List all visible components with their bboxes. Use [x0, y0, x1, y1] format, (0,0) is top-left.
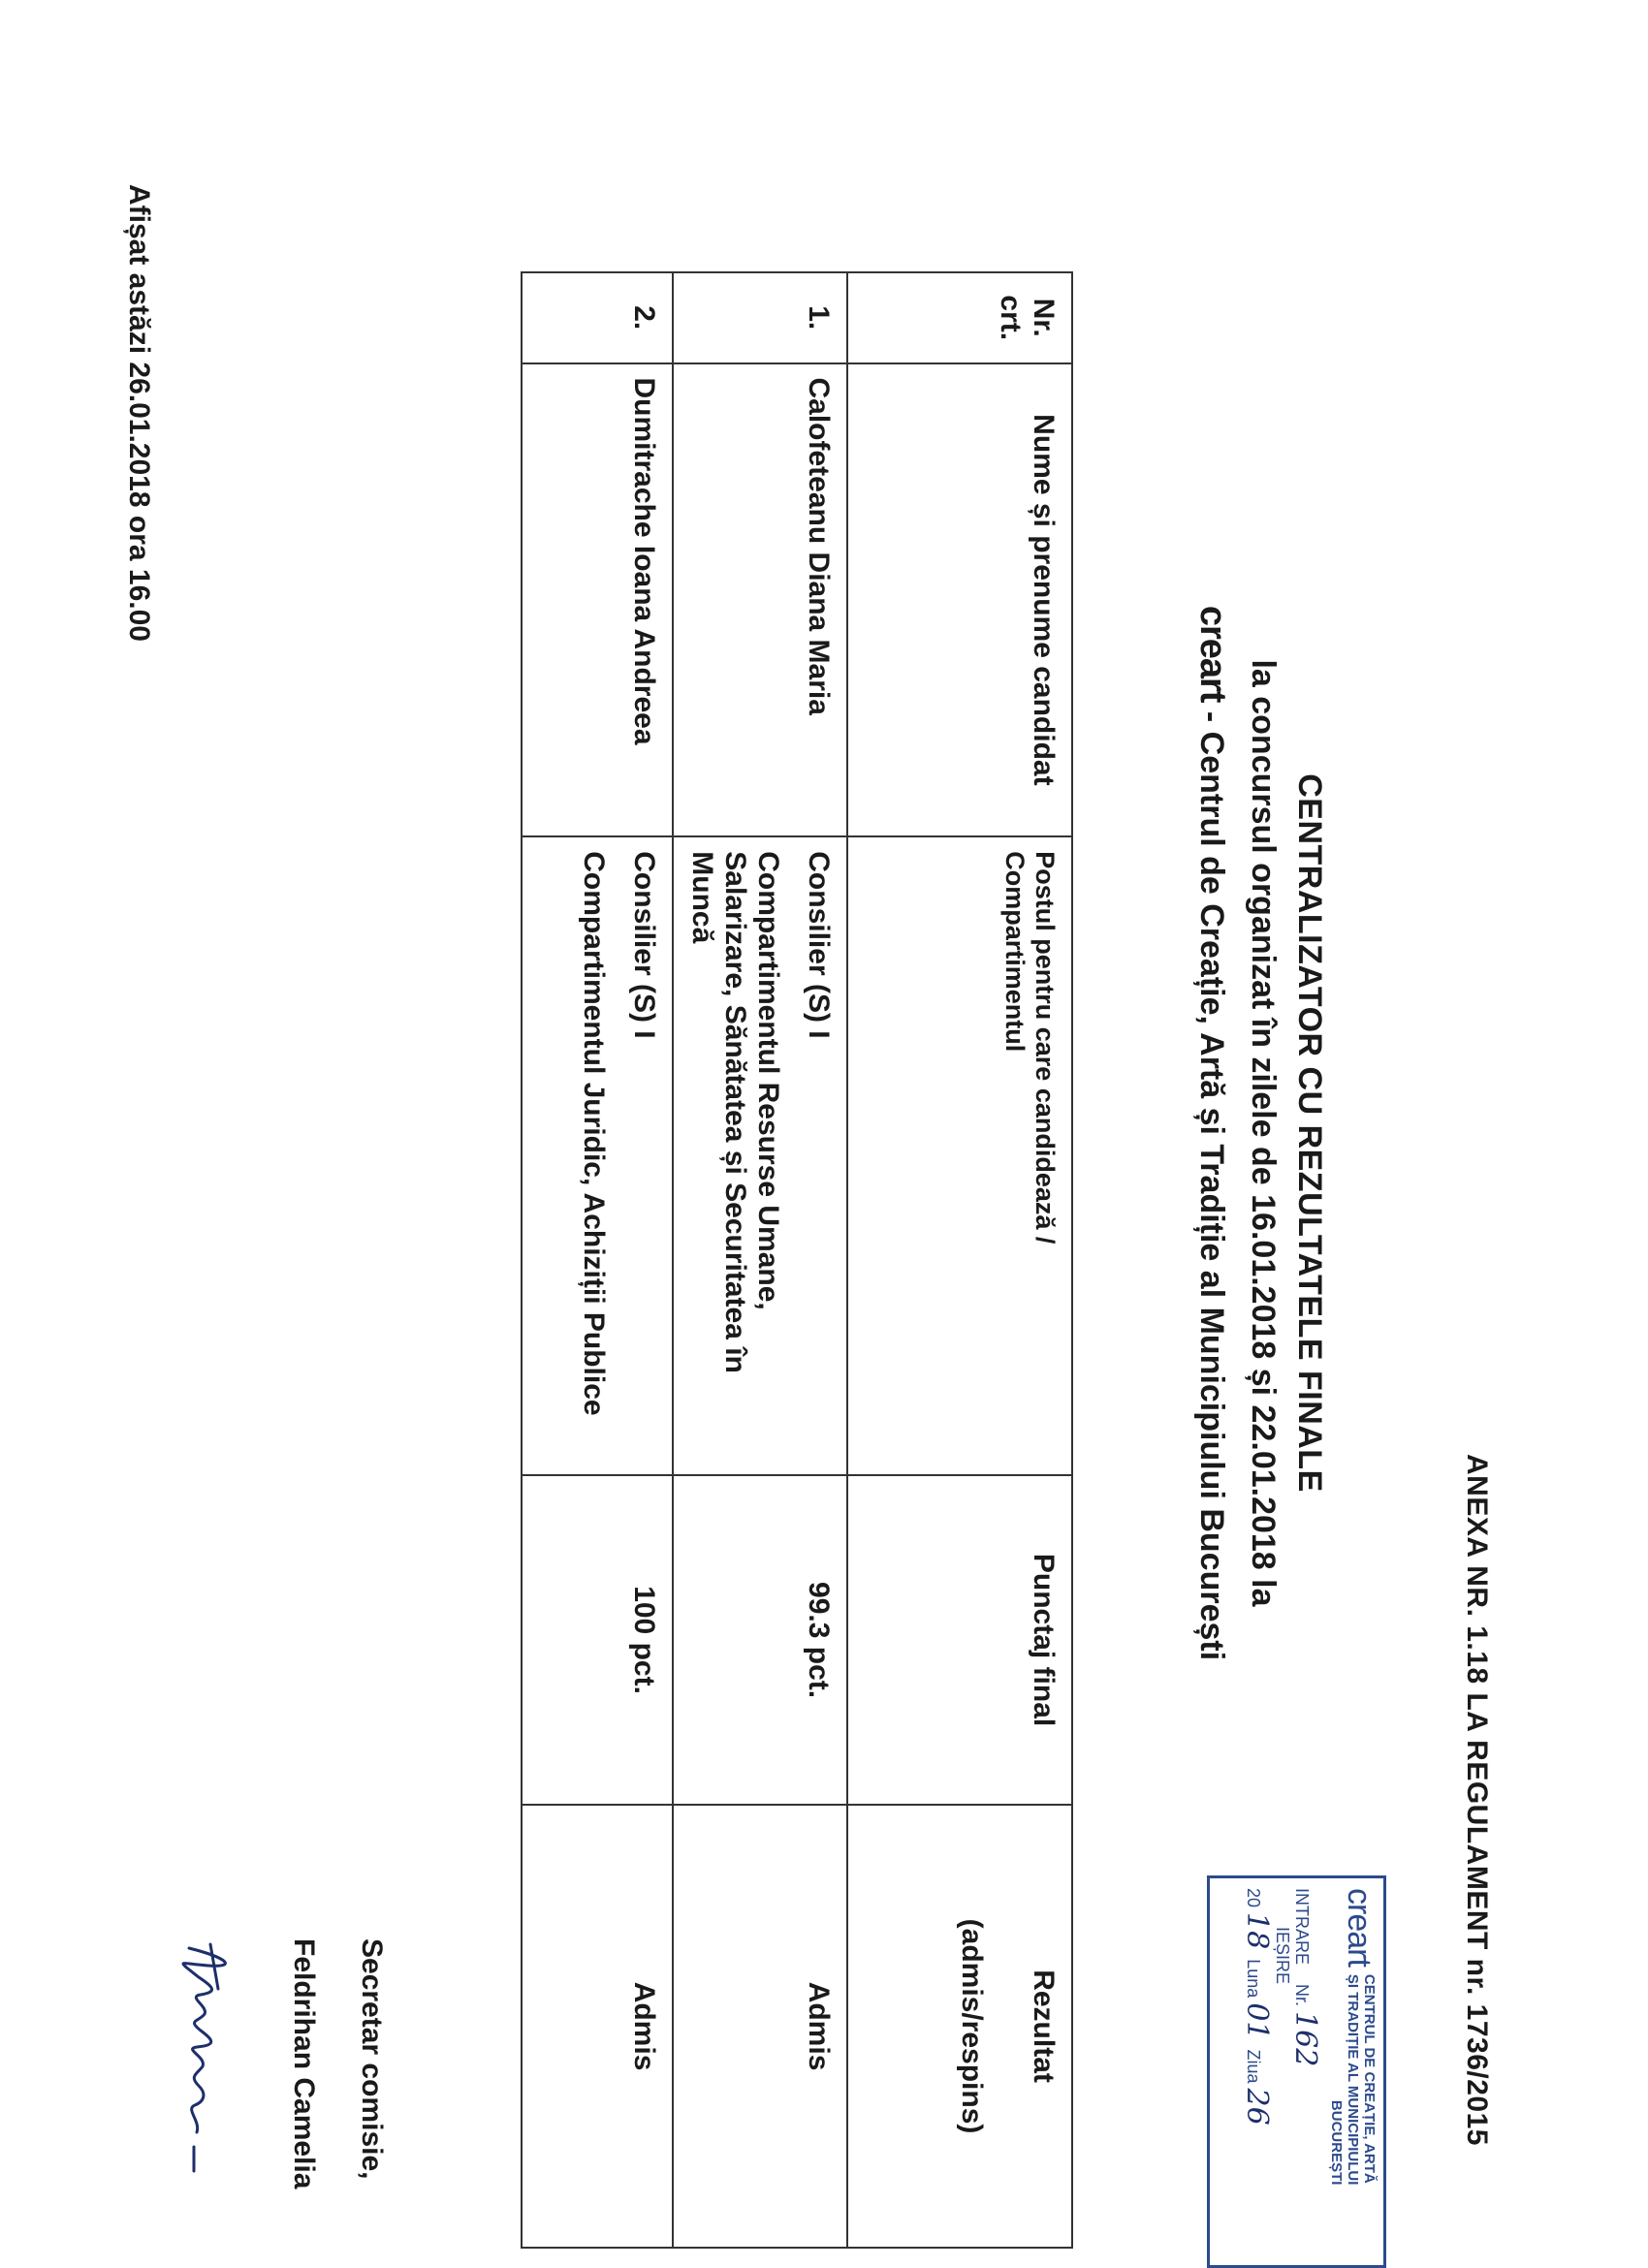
row-candidate-name: Calofeteanu Diana Maria: [673, 363, 847, 837]
stamp-org-line-1: CENTRUL DE CREAȚIE, ARTĂ: [1361, 1973, 1378, 2184]
posted-date-notice: Afișat astăzi 26.01.2018 ora 16.00: [123, 184, 155, 642]
stamp-exit-label: IEȘIRE: [1273, 1927, 1292, 1985]
row-post-department: Compartimentul Resurse Umane, Salarizare, Sănătatea și Securitatea în Muncă: [686, 851, 784, 1373]
row-result: Admis: [673, 1805, 847, 2248]
institution-name: - Centrul de Creație, Artă și Tradiție al Municipiului București: [1193, 702, 1230, 1661]
stamp-year-value: 18: [1240, 1912, 1274, 1950]
stamp-org-name: [1328, 1974, 1378, 2186]
row-final-score: 100 pct.: [522, 1475, 673, 1805]
stamp-nr-value: 162: [1288, 2011, 1322, 2067]
header-result: [847, 1805, 1072, 2248]
stamp-month-label: Luna: [1244, 1959, 1263, 1999]
row-nr: 1.: [673, 272, 847, 363]
annex-reference: ANEXA NR. 1.18 LA REGULAMENT nr. 1736/2015: [1461, 1454, 1493, 2146]
header-post-prefix: Postul pentru care candidează /: [1030, 851, 1060, 1244]
stamp-day-value: 26: [1240, 2088, 1274, 2126]
secretary-name: Feldrihan Camelia: [288, 1938, 320, 2189]
table-row: [673, 272, 847, 2248]
stamp-entry-label: INTRARE: [1292, 1888, 1312, 1966]
creart-brand-word: creart: [1192, 605, 1233, 703]
row-post: [673, 836, 847, 1475]
header-result-line-1: Rezultat: [1028, 1969, 1060, 2083]
row-post-role: Consilier (S) I: [628, 851, 660, 1039]
document-subtitle-line-2: [1191, 0, 1233, 2266]
header-result-line-2: (admis/respins): [956, 1918, 988, 2134]
stamp-month-value: 01: [1240, 2002, 1274, 2040]
table-header-row: [847, 272, 1072, 2248]
row-final-score: 99.3 pct.: [673, 1475, 847, 1805]
row-nr: 2.: [522, 272, 673, 363]
header-candidate-name: Nume și prenume candidat: [847, 363, 1072, 837]
header-post-suffix: Compartimentul: [1000, 851, 1030, 1053]
stamp-brand-logo: creart: [1341, 1888, 1378, 1967]
document-title: CENTRALIZATOR CU REZULTATELE FINALE: [1291, 773, 1328, 1493]
stamp-header: [1328, 1888, 1378, 2255]
row-candidate-name: Dumitrache Ioana Andreea: [522, 363, 673, 837]
results-table: [521, 271, 1073, 2249]
secretary-signature: [160, 1938, 247, 2190]
stamp-org-line-3: BUCUREȘTI: [1328, 2099, 1345, 2186]
secretary-title: Secretar comisie,: [356, 1938, 388, 2180]
row-post-role: Consilier (S) I: [803, 851, 835, 1039]
header-post: [847, 836, 1072, 1475]
stamp-org-line-2: ȘI TRADIȚIE AL MUNICIPIULUI: [1345, 1973, 1361, 2186]
row-post: [522, 836, 673, 1475]
stamp-day-label: Ziua: [1244, 2049, 1263, 2084]
row-result: Admis: [522, 1805, 673, 2248]
stamp-year-prefix: 20: [1244, 1888, 1263, 1908]
table-row: [522, 272, 673, 2248]
header-nr: Nr. crt.: [847, 272, 1072, 363]
stamp-nr-label: Nr.: [1292, 1984, 1312, 2007]
document-subtitle-line-1: la concursul organizat în zilele de 16.01.2018 și 22.01.2018 la: [1245, 659, 1282, 1607]
header-final-score: Punctaj final: [847, 1475, 1072, 1805]
row-post-department: Compartimentul Juridic, Achiziții Publice: [578, 851, 610, 1416]
